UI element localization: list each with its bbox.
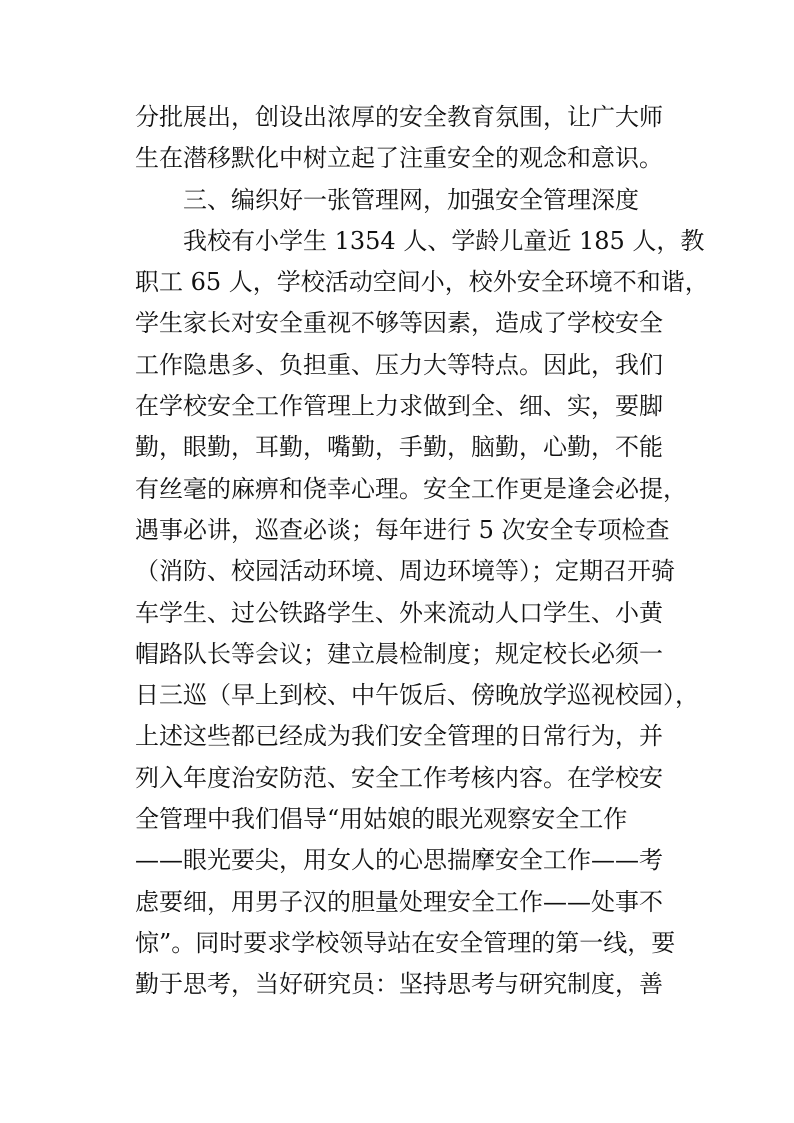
text-line: 遇事必讲，巡查必谈；每年进行 5 次安全专项检查 bbox=[135, 515, 670, 544]
text-line: 全管理中我们倡导“用姑娘的眼光观察安全工作 bbox=[135, 805, 628, 834]
text-line: 学生家长对安全重视不够等因素，造成了学校安全 bbox=[135, 309, 663, 338]
text-line: ——眼光要尖，用女人的心思揣摩安全工作——考 bbox=[135, 846, 663, 875]
text-line: 勤，眼勤，耳勤，嘴勤，手勤，脑勤，心勤，不能 bbox=[135, 433, 663, 462]
text-line: 生在潜移默化中树立起了注重安全的观念和意识。 bbox=[135, 144, 663, 173]
text-line: 帽路队长等会议；建立晨检制度；规定校长必须一 bbox=[135, 639, 663, 668]
text-line: 勤于思考，当好研究员：坚持思考与研究制度，善 bbox=[135, 970, 663, 999]
text-line: （消防、校园活动环境、周边环境等）；定期召开骑 bbox=[135, 557, 675, 586]
text-line: 我校有小学生 1354 人、学龄儿童近 185 人，教 bbox=[183, 226, 705, 255]
text-line: 上述这些都已经成为我们安全管理的日常行为，并 bbox=[135, 722, 663, 751]
text-line: 虑要细，用男子汉的胆量处理安全工作——处事不 bbox=[135, 887, 663, 916]
text-line: 车学生、过公铁路学生、外来流动人口学生、小黄 bbox=[135, 598, 663, 627]
text-line: 日三巡（早上到校、中午饭后、傍晚放学巡视校园）， bbox=[135, 681, 699, 710]
text-line: 列入年度治安防范、安全工作考核内容。在学校安 bbox=[135, 763, 663, 792]
body-text bbox=[135, 97, 709, 1006]
text-line: 在学校安全工作管理上力求做到全、细、实，要脚 bbox=[135, 392, 663, 421]
text-line: 有丝毫的麻痹和侥幸心理。安全工作更是逢会必提， bbox=[135, 474, 687, 503]
text-line: 分批展出，创设出浓厚的安全教育氛围，让广大师 bbox=[135, 103, 663, 131]
text-line: 职工 65 人，学校活动空间小，校外安全环境不和谐， bbox=[135, 268, 709, 297]
text-line: 工作隐患多、负担重、压力大等特点。因此，我们 bbox=[135, 350, 663, 379]
text-line: 惊”。同时要求学校领导站在安全管理的第一线，要 bbox=[135, 928, 676, 957]
section-heading: 三、编织好一张管理网，加强安全管理深度 bbox=[183, 185, 639, 214]
